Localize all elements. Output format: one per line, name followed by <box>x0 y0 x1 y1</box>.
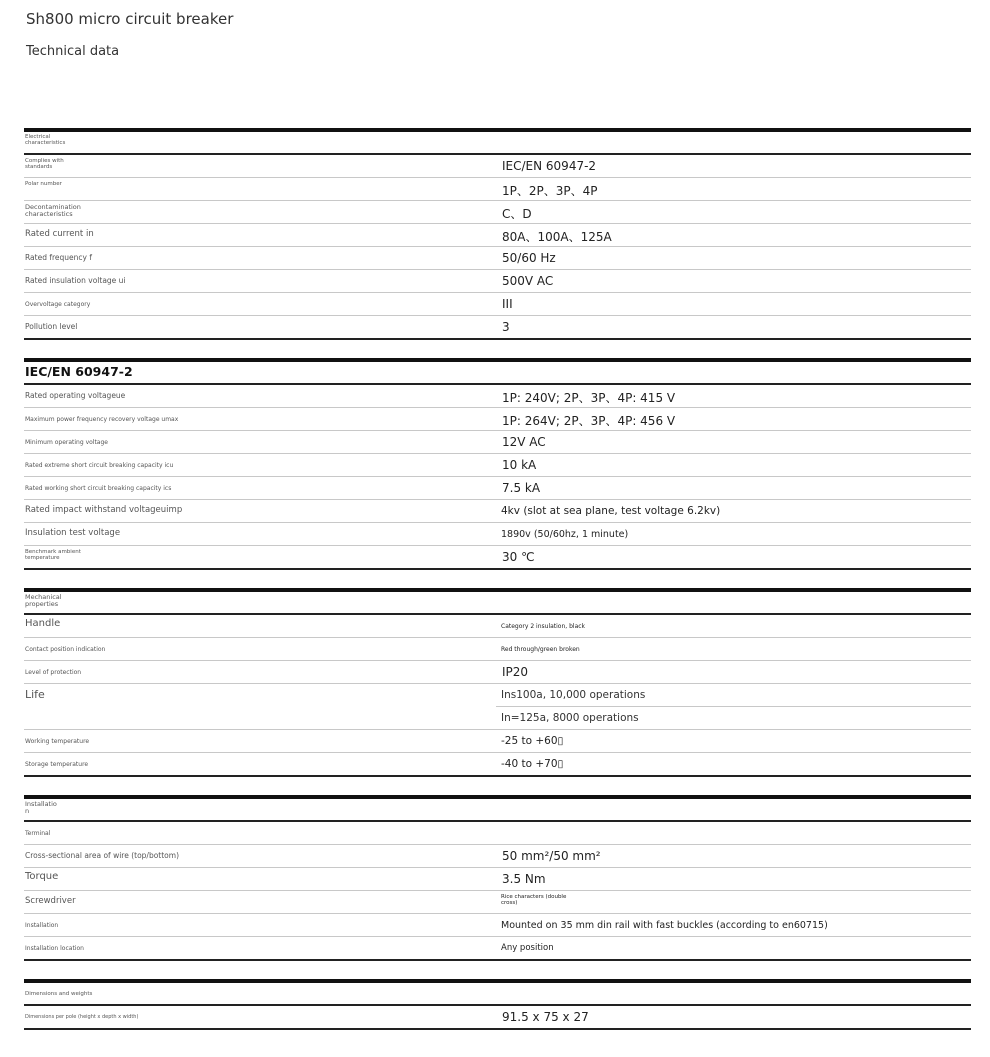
section-heading: Installatio n <box>25 800 57 815</box>
table-row <box>24 661 971 684</box>
row-label: Rated extreme short circuit breaking capacity icu <box>25 462 174 469</box>
row-value: Rice characters (double cross) <box>501 894 567 906</box>
row-value: 4kv (slot at sea plane, test voltage 6.2kv) <box>501 505 721 517</box>
row-label: Screwdriver <box>25 896 76 906</box>
row-label: Insulation test voltage <box>25 528 121 538</box>
row-label: Rated operating voltageue <box>25 391 126 400</box>
section-heading: Mechanical properties <box>25 593 62 608</box>
row-value: IP20 <box>502 665 529 679</box>
row-label: Life <box>25 688 45 701</box>
table-row <box>24 454 971 477</box>
row-value: 12V AC <box>502 435 546 449</box>
row-value: 1P、2P、3P、4P <box>502 184 598 198</box>
row-value: Ins100a, 10,000 operations <box>501 689 646 701</box>
row-label: Installation <box>25 922 59 929</box>
row-label: Rated insulation voltage ui <box>25 276 126 285</box>
row-label: Rated frequency f <box>25 253 92 262</box>
row-value: 1P: 240V; 2P、3P、4P: 415 V <box>502 391 676 405</box>
table-row <box>24 385 971 408</box>
table-row <box>24 247 971 270</box>
row-value: In=125a, 8000 operations <box>501 712 639 724</box>
row-value: Red through/green broken <box>501 646 580 653</box>
row-value: 7.5 kA <box>502 481 541 495</box>
row-label: Minimum operating voltage <box>25 439 108 446</box>
section-heading: Electrical characteristics <box>25 134 66 146</box>
table-row <box>24 408 971 431</box>
row-label: Decontamination characteristics <box>25 203 81 218</box>
row-value: 10 kA <box>502 458 537 472</box>
row-label: Maximum power frequency recovery voltage umax <box>25 416 179 423</box>
row-label: Rated impact withstand voltageuimp <box>25 505 183 515</box>
table-row <box>24 270 971 293</box>
row-label: Benchmark ambient temperature <box>25 549 81 561</box>
row-value: III <box>502 297 513 311</box>
section-mechanical-header <box>24 588 971 615</box>
row-value: 80A、100A、125A <box>502 230 612 244</box>
row-label: Storage temperature <box>25 761 89 768</box>
table-row <box>24 431 971 454</box>
table-row <box>24 316 971 340</box>
row-value: IEC/EN 60947-2 <box>502 159 597 173</box>
table-row <box>24 845 971 868</box>
table-row <box>24 293 971 316</box>
row-value: 30 ℃ <box>502 550 535 564</box>
row-label: Terminal <box>25 830 51 837</box>
row-value: Mounted on 35 mm din rail with fast buckles (according to en60715) <box>501 920 828 931</box>
row-value: 50 mm²/50 mm² <box>502 849 601 863</box>
table-row <box>24 224 971 247</box>
table-row <box>24 178 971 201</box>
row-value: 50/60 Hz <box>502 251 556 265</box>
row-value: C、D <box>502 207 532 221</box>
table-row <box>24 201 971 224</box>
table-row <box>24 914 971 937</box>
table-row <box>24 822 971 845</box>
section-heading: Dimensions and weights <box>25 991 93 997</box>
row-value: Any position <box>501 943 554 953</box>
table-row <box>24 546 971 570</box>
row-label: Installation location <box>25 945 84 952</box>
table-row <box>24 500 971 523</box>
table-row <box>24 730 971 753</box>
row-label: Torque <box>25 871 59 882</box>
life-value-row <box>496 684 971 707</box>
section-dimensions-header <box>24 979 971 1006</box>
section-installation-header <box>24 795 971 822</box>
row-label: Rated current in <box>25 229 94 239</box>
row-label: Rated working short circuit breaking capacity ics <box>25 485 172 492</box>
page-subtitle: Technical data <box>26 44 120 59</box>
section-electrical-header <box>24 128 971 155</box>
row-value: 3 <box>502 320 510 334</box>
table-row <box>24 868 971 891</box>
row-label: Polar number <box>25 181 62 187</box>
row-label: Dimensions per pole (height x depth x width) <box>25 1014 139 1020</box>
table-row <box>24 1006 971 1030</box>
row-label: Overvoltage category <box>25 301 91 308</box>
table-row <box>24 638 971 661</box>
row-value: -25 to +60▯ <box>501 735 564 747</box>
table-row-life <box>24 684 971 730</box>
table-row <box>24 477 971 500</box>
life-value-row <box>496 707 971 729</box>
row-label: Level of protection <box>25 669 82 676</box>
table-row <box>24 155 971 178</box>
table-row <box>24 753 971 777</box>
row-value: 91.5 x 75 x 27 <box>502 1010 589 1024</box>
table-row <box>24 615 971 638</box>
row-value: 1890v (50/60hz, 1 minute) <box>501 529 629 540</box>
row-label: Working temperature <box>25 738 90 745</box>
row-value: 3.5 Nm <box>502 872 546 886</box>
row-value: -40 to +70▯ <box>501 758 564 770</box>
row-label: Cross-sectional area of wire (top/bottom) <box>25 851 179 860</box>
row-label: Pollution level <box>25 322 78 331</box>
row-label: Handle <box>25 618 61 629</box>
row-label: Complies with standards <box>25 158 64 170</box>
table-row <box>24 523 971 546</box>
section-iec-header <box>24 358 971 385</box>
row-value: 500V AC <box>502 274 554 288</box>
row-value: 1P: 264V; 2P、3P、4P: 456 V <box>502 414 676 428</box>
technical-data-table <box>24 128 971 1030</box>
row-value: Category 2 insulation, black <box>501 623 586 630</box>
row-label: Contact position indication <box>25 646 106 653</box>
table-row <box>24 937 971 961</box>
section-heading: IEC/EN 60947-2 <box>25 364 133 379</box>
page-title: Sh800 micro circuit breaker <box>26 10 234 28</box>
table-row <box>24 891 971 914</box>
